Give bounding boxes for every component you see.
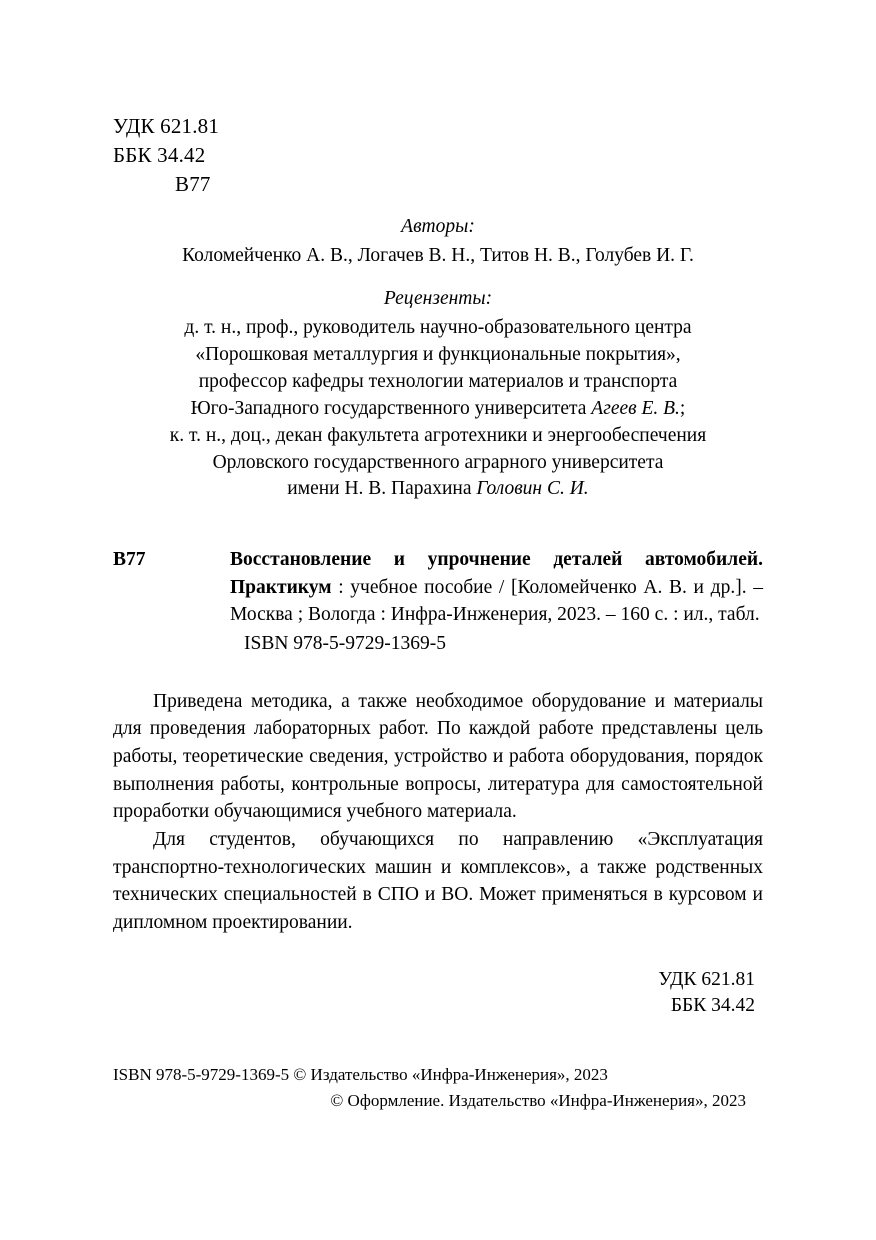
biblio-sign: В77 xyxy=(113,549,146,571)
annotation-paragraph-1: Приведена методика, а также необходимое оборудование и материалы для проведения лабораторных работ. По каждой работе представлены цель работы, теоретические сведения, устройство и работа оборудования, порядок выполнения работы, контрольные вопросы, литература для самостоятельной проработки обучающимися учебного материала. xyxy=(113,690,763,823)
reviewer-line-7 xyxy=(113,476,763,503)
reviewer-line-4 xyxy=(113,396,763,423)
reviewer-line-4-suffix: ; xyxy=(679,397,686,419)
annotation-paragraph-2: Для студентов, обучающихся по направлению «Эксплуатация транспортно-технологических машин и комплексов», а также родственных технических специальностей в СПО и ВО. Может применяться в курсовом и дипломном проектировании. xyxy=(113,828,763,934)
isbn-line: ISBN 978-5-9729-1369-5 xyxy=(244,633,447,655)
reviewer-name-1: Агеев Е. В. xyxy=(591,397,680,419)
bbk-code-repeat: ББК 34.42 xyxy=(670,995,755,1017)
reviewer-line-5: к. т. н., доц., декан факультета агротехники и энергообеспечения xyxy=(169,424,707,446)
reviewers-label: Рецензенты: xyxy=(383,288,493,310)
credits-block xyxy=(113,214,763,503)
biblio-imprint: : учебное пособие / [Коломейченко А. В. и др.]. – Москва ; Вологда : Инфра-Инженерия, 2023. – 160 с. : ил., табл. xyxy=(230,576,763,625)
udk-code-repeat: УДК 621.81 xyxy=(658,968,755,990)
reviewer-line-6: Орловского государственного аграрного университета xyxy=(212,451,664,473)
reviewer-line-4-text: Юго-Западного государственного университета xyxy=(190,397,592,419)
reviewer-line-2: «Порошковая металлургия и функциональные покрытия», xyxy=(195,343,681,365)
annotation-block xyxy=(113,688,763,937)
page-content xyxy=(113,112,763,1020)
reviewer-line-1: д. т. н., проф., руководитель научно-образовательного центра xyxy=(184,317,692,339)
authors-names: Коломейченко А. В., Логачев В. Н., Титов Н. В., Голубев И. Г. xyxy=(182,245,694,267)
reviewer-line-3: профессор кафедры технологии материалов и транспорта xyxy=(198,370,678,392)
authors-label: Авторы: xyxy=(401,216,475,238)
biblio-description xyxy=(230,546,763,628)
biblio-title: Восстановление и упрочнение деталей автомобилей. Практикум xyxy=(230,549,763,598)
footer-isbn-copyright: ISBN 978-5-9729-1369-5 © Издательство «Инфра-Инженерия», 2023 xyxy=(113,1065,608,1084)
bibliographic-record xyxy=(113,546,763,657)
bbk-code: ББК 34.42 xyxy=(113,142,206,167)
footer-design-copyright: © Оформление. Издательство «Инфра-Инженерия», 2023 xyxy=(330,1090,746,1110)
classification-codes xyxy=(113,112,763,198)
udk-code: УДК 621.81 xyxy=(113,114,220,138)
classification-codes-repeat xyxy=(113,967,763,1020)
reviewer-line-7-text: имени Н. В. Парахина xyxy=(287,478,477,500)
author-sign-code: В77 xyxy=(175,171,211,196)
copyright-footer xyxy=(113,1062,768,1113)
reviewer-name-2: Головин С. И. xyxy=(476,478,589,500)
